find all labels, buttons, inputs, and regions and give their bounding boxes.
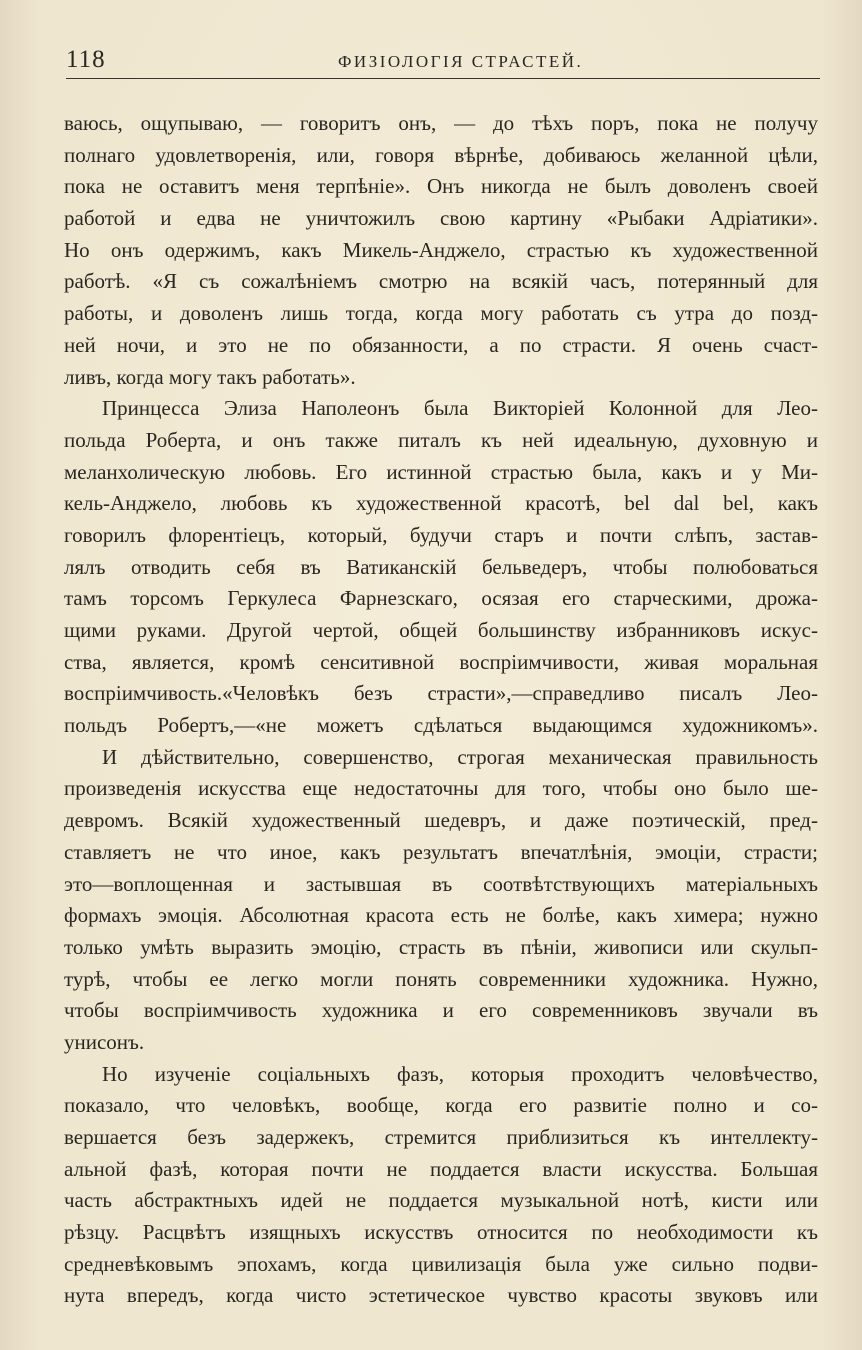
text-line: польдъ Робертъ,—«не можетъ сдѣлаться выдающимся художникомъ».	[64, 713, 818, 738]
running-title: ФИЗІОЛОГІЯ СТРАСТЕЙ.	[338, 52, 584, 71]
text-line: ства, является, кромѣ сенситивной воспріимчивости, живая моральная	[64, 649, 818, 674]
text-line: ваюсь, ощупываю, — говоритъ онъ, — до тѣхъ поръ, пока не получу	[64, 111, 818, 135]
text-line: формахъ эмоція. Абсолютная красота есть не болѣе, какъ химера; нужно	[64, 903, 818, 928]
text-line: воспріимчивость.«Человѣкъ безъ страсти»,—справедливо писалъ Лео-	[64, 681, 818, 706]
text-line: говорилъ флорентіецъ, который, будучи старъ и почти слѣпъ, застав-	[64, 522, 818, 547]
text-line: чтобы воспріимчивость художника и его современниковъ звучали въ	[64, 998, 818, 1023]
text-line: кель-Анджело, любовь къ художественной красотѣ, bel dal bel, какъ	[64, 491, 818, 516]
text-line: тамъ торсомъ Геркулеса Фарнезскаго, осязая его старческими, дрожа-	[64, 586, 818, 611]
text-line: произведенія искусства еще недостаточны для того, чтобы оно было ше-	[64, 776, 818, 801]
text-line: вершается безъ задержекъ, стремится приблизиться къ интеллекту-	[64, 1125, 818, 1149]
body-text	[64, 108, 818, 1312]
text-line: девромъ. Всякій художественный шедевръ, и даже поэтическій, пред-	[64, 808, 818, 833]
text-line: пока не оставитъ меня терпѣніе». Онъ никогда не былъ доволенъ своей	[64, 174, 818, 199]
text-line: средневѣковымъ эпохамъ, когда цивилизація была уже сильно подви-	[64, 1251, 818, 1276]
text-line: щими руками. Другой чертой, общей большинству избранниковъ искус-	[64, 618, 818, 642]
text-line: унисонъ.	[64, 1029, 145, 1054]
paragraph-first-line: И дѣйствительно, совершенство, строгая механическая правильность	[102, 744, 818, 769]
text-line: только умѣть выразить эмоцію, страсть въ пѣніи, живописи или скульп-	[64, 934, 818, 959]
text-line: ней ночи, и это не по обязанности, а по страсти. Я очень счаст-	[64, 332, 818, 357]
page-header	[66, 42, 820, 79]
text-line: турѣ, чтобы ее легко могли понять современники художника. Нужно,	[64, 966, 818, 991]
text-line: ставляетъ не что иное, какъ результатъ впечатлѣнія, эмоціи, страсти;	[64, 839, 818, 864]
paragraph-first-line: Но изученіе соціальныхъ фазъ, которыя проходитъ человѣчество,	[102, 1061, 818, 1086]
text-line: полнаго удовлетворенія, или, говоря вѣрнѣе, добиваюсь желанной цѣли,	[64, 142, 818, 167]
text-line: лялъ отводить себя въ Ватиканскій бельведеръ, чтобы полюбоваться	[64, 554, 818, 579]
text-line: рѣзцу. Расцвѣтъ изящныхъ искусствъ относится по необходимости къ	[64, 1220, 818, 1245]
text-line: это—воплощенная и застывшая въ соотвѣтствующихъ матеріальныхъ	[64, 871, 818, 896]
text-line: нута впередъ, когда чисто эстетическое чувство красоты звуковъ или	[64, 1283, 818, 1308]
text-line: работой и едва не уничтожилъ свою картину «Рыбаки Адріатики».	[64, 206, 818, 231]
page-number: 118	[66, 46, 106, 73]
text-line: часть абстрактныхъ идей не поддается музыкальной нотѣ, кисти или	[64, 1188, 818, 1213]
text-line: работѣ. «Я съ сожалѣніемъ смотрю на всякій часъ, потерянный для	[64, 269, 818, 294]
text-line: польда Роберта, и онъ также питалъ къ ней идеальную, духовную и	[64, 427, 818, 452]
text-line: показало, что человѣкъ, вообще, когда его развитіе полно и со-	[64, 1093, 818, 1118]
text-line: ливъ, когда могу такъ работать».	[64, 364, 356, 389]
paragraph-first-line: Принцесса Элиза Наполеонъ была Викторіей Колонной для Лео-	[102, 396, 818, 421]
text-line: альной фазѣ, которая почти не поддается власти искусства. Большая	[64, 1156, 818, 1181]
text-line: меланхолическую любовь. Его истинной страстью была, какъ и у Ми-	[64, 459, 818, 484]
text-line: работы, и доволенъ лишь тогда, когда могу работать съ утра до позд-	[64, 301, 818, 326]
text-line: Но онъ одержимъ, какъ Микель-Анджело, страстью къ художественной	[64, 237, 818, 262]
